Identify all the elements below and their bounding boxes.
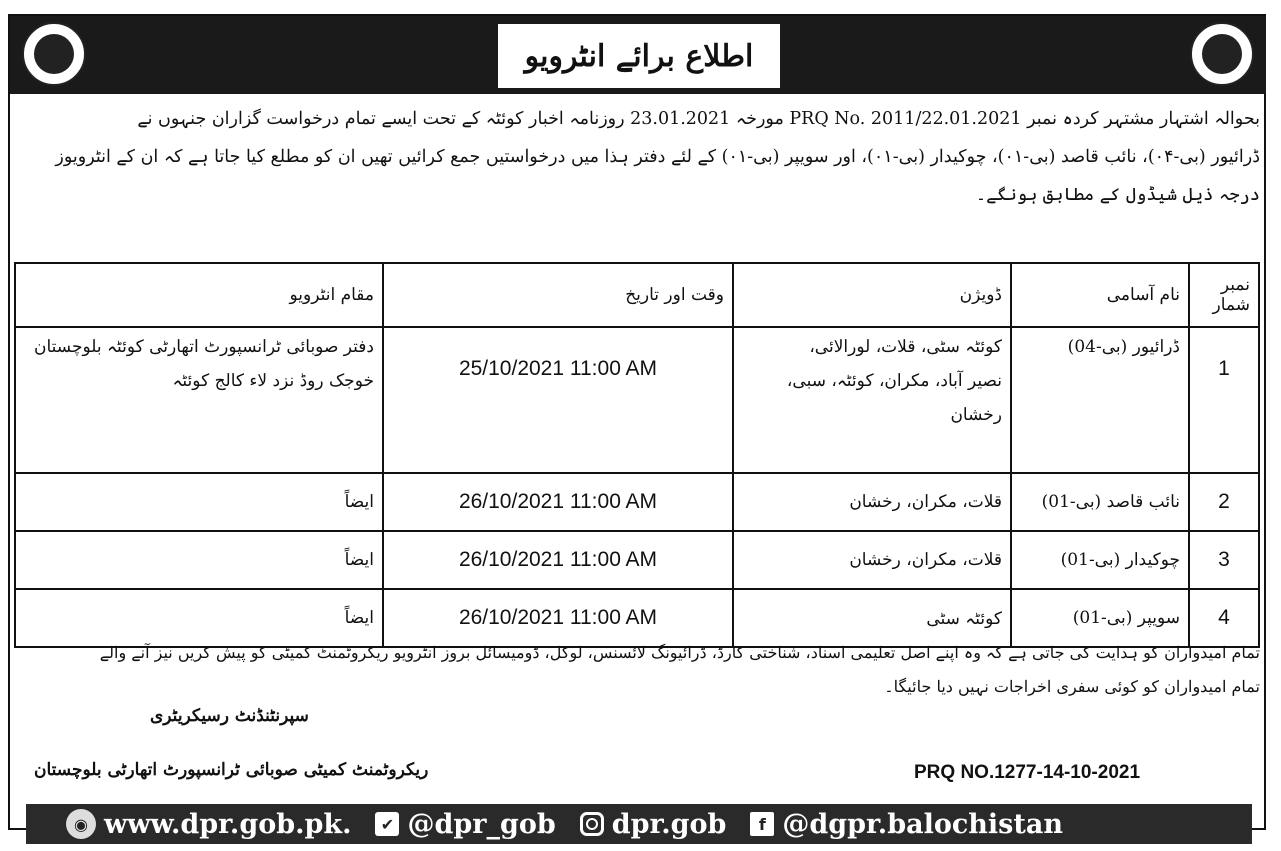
row-post: ڈرائیور (بی-04): [1011, 327, 1189, 473]
row-division: [733, 327, 1011, 473]
twitter-handle: @dpr_gob: [407, 808, 556, 840]
header-datetime: وقت اور تاریخ: [383, 263, 733, 327]
row-venue: ایضاً: [15, 531, 383, 589]
row-division: قلات، مکران، رخشان: [733, 531, 1011, 589]
footer-facebook[interactable]: [750, 809, 1063, 840]
notice-header: [10, 16, 1266, 94]
intro-line: بحوالہ اشتہار مشتہر کردہ نمبر PRQ No. 2011/22.01.2021 مورخہ 23.01.2021 روزنامہ اخبار کوئٹہ کے تحت ایسے تمام درخواست گزاران جنہوں نے: [137, 109, 1260, 129]
venue-line: خوجک روڈ نزد لاء کالج کوئٹہ: [172, 371, 374, 391]
table-row: [15, 531, 1259, 589]
row-serial: 3: [1189, 531, 1259, 589]
instagram-icon: [580, 812, 604, 836]
header-division: ڈویژن: [733, 263, 1011, 327]
intro-paragraph: [14, 100, 1266, 214]
footer-bar: [26, 804, 1252, 844]
note-line: تمام امیدواران کو ہدایت کی جاتی ہے کہ وہ اپنے اصل تعلیمی اسناد، شناختی کارڈ، ڈرائیونگ لائسنس، لوکل، ڈومیسائل بروز انٹرویو ریکروٹمنٹ کمیٹی کو پیش کریں نیز آنے والے: [99, 643, 1260, 662]
row-serial: 4: [1189, 589, 1259, 647]
row-venue: [15, 327, 383, 473]
header-post: نام آسامی: [1011, 263, 1189, 327]
row-post: چوکیدار (بی-01): [1011, 531, 1189, 589]
facebook-icon: f: [750, 812, 774, 836]
intro-line: ڈرائیور (بی-۰۴)، نائب قاصد (بی-۰۱)، چوکیدار (بی-۰۱)، اور سویپر (بی-۰۱) کے لئے دفتر ہذا میں درخواستیں جمع کرائیں تھیں ان کو مطلع کیا جاتا ہے کہ ان کے انٹرویوز: [55, 147, 1260, 167]
intro-line: درجہ ذیل شیڈول کے مطابق ہونگے۔: [975, 185, 1260, 205]
twitter-icon: ✔: [375, 812, 399, 836]
website-text: www.dpr.gob.pk.: [104, 808, 352, 840]
instagram-handle: dpr.gob: [611, 808, 727, 840]
header-serial: نمبر شمار: [1189, 263, 1259, 327]
row-serial: 2: [1189, 473, 1259, 531]
division-line: نصیر آباد، مکران، کوئٹہ، سبی، رخشان: [786, 371, 1002, 425]
row-venue: ایضاً: [15, 473, 383, 531]
header-venue: مقام انٹرویو: [15, 263, 383, 327]
row-post: نائب قاصد (بی-01): [1011, 473, 1189, 531]
division-line: کوئٹہ سٹی، قلات، لورالائی،: [809, 337, 1002, 357]
notice-title: اطلاع برائے انٹرویو: [498, 24, 780, 88]
row-division: قلات، مکران، رخشان: [733, 473, 1011, 531]
row-post: سویپر (بی-01): [1011, 589, 1189, 647]
government-seal-right: [1190, 22, 1254, 86]
signatory-designation: سپرنٹنڈنٹ رسیکریٹری: [150, 706, 309, 726]
row-venue: ایضاً: [15, 589, 383, 647]
table-header-row: [15, 263, 1259, 327]
row-datetime: 26/10/2021 11:00 AM: [383, 531, 733, 589]
instructions-note: [14, 636, 1266, 704]
table-row: [15, 327, 1259, 473]
note-line: تمام امیدواران کو کوئی سفری اخراجات نہیں دیا جائیگا۔: [884, 677, 1260, 696]
balochistan-logo-left: [22, 22, 86, 86]
footer-website[interactable]: [66, 809, 351, 840]
signatory-committee: ریکروٹمنٹ کمیٹی صوبائی ٹرانسپورٹ اتھارٹی بلوچستان: [34, 760, 429, 780]
venue-line: دفتر صوبائی ٹرانسپورٹ اتھارٹی کوئٹہ بلوچستان: [34, 337, 374, 357]
row-serial: 1: [1189, 327, 1259, 473]
prq-number: PRQ NO.1277-14-10-2021: [914, 762, 1141, 783]
row-datetime: 25/10/2021 11:00 AM: [383, 327, 733, 473]
interview-schedule-table: [14, 262, 1260, 648]
row-datetime: 26/10/2021 11:00 AM: [383, 473, 733, 531]
facebook-handle: @dgpr.balochistan: [782, 808, 1063, 840]
globe-icon: ◉: [66, 809, 96, 839]
footer-instagram[interactable]: [580, 809, 727, 840]
table-row: [15, 473, 1259, 531]
row-division: کوئٹہ سٹی: [733, 589, 1011, 647]
footer-twitter[interactable]: [375, 809, 555, 840]
row-datetime: 26/10/2021 11:00 AM: [383, 589, 733, 647]
